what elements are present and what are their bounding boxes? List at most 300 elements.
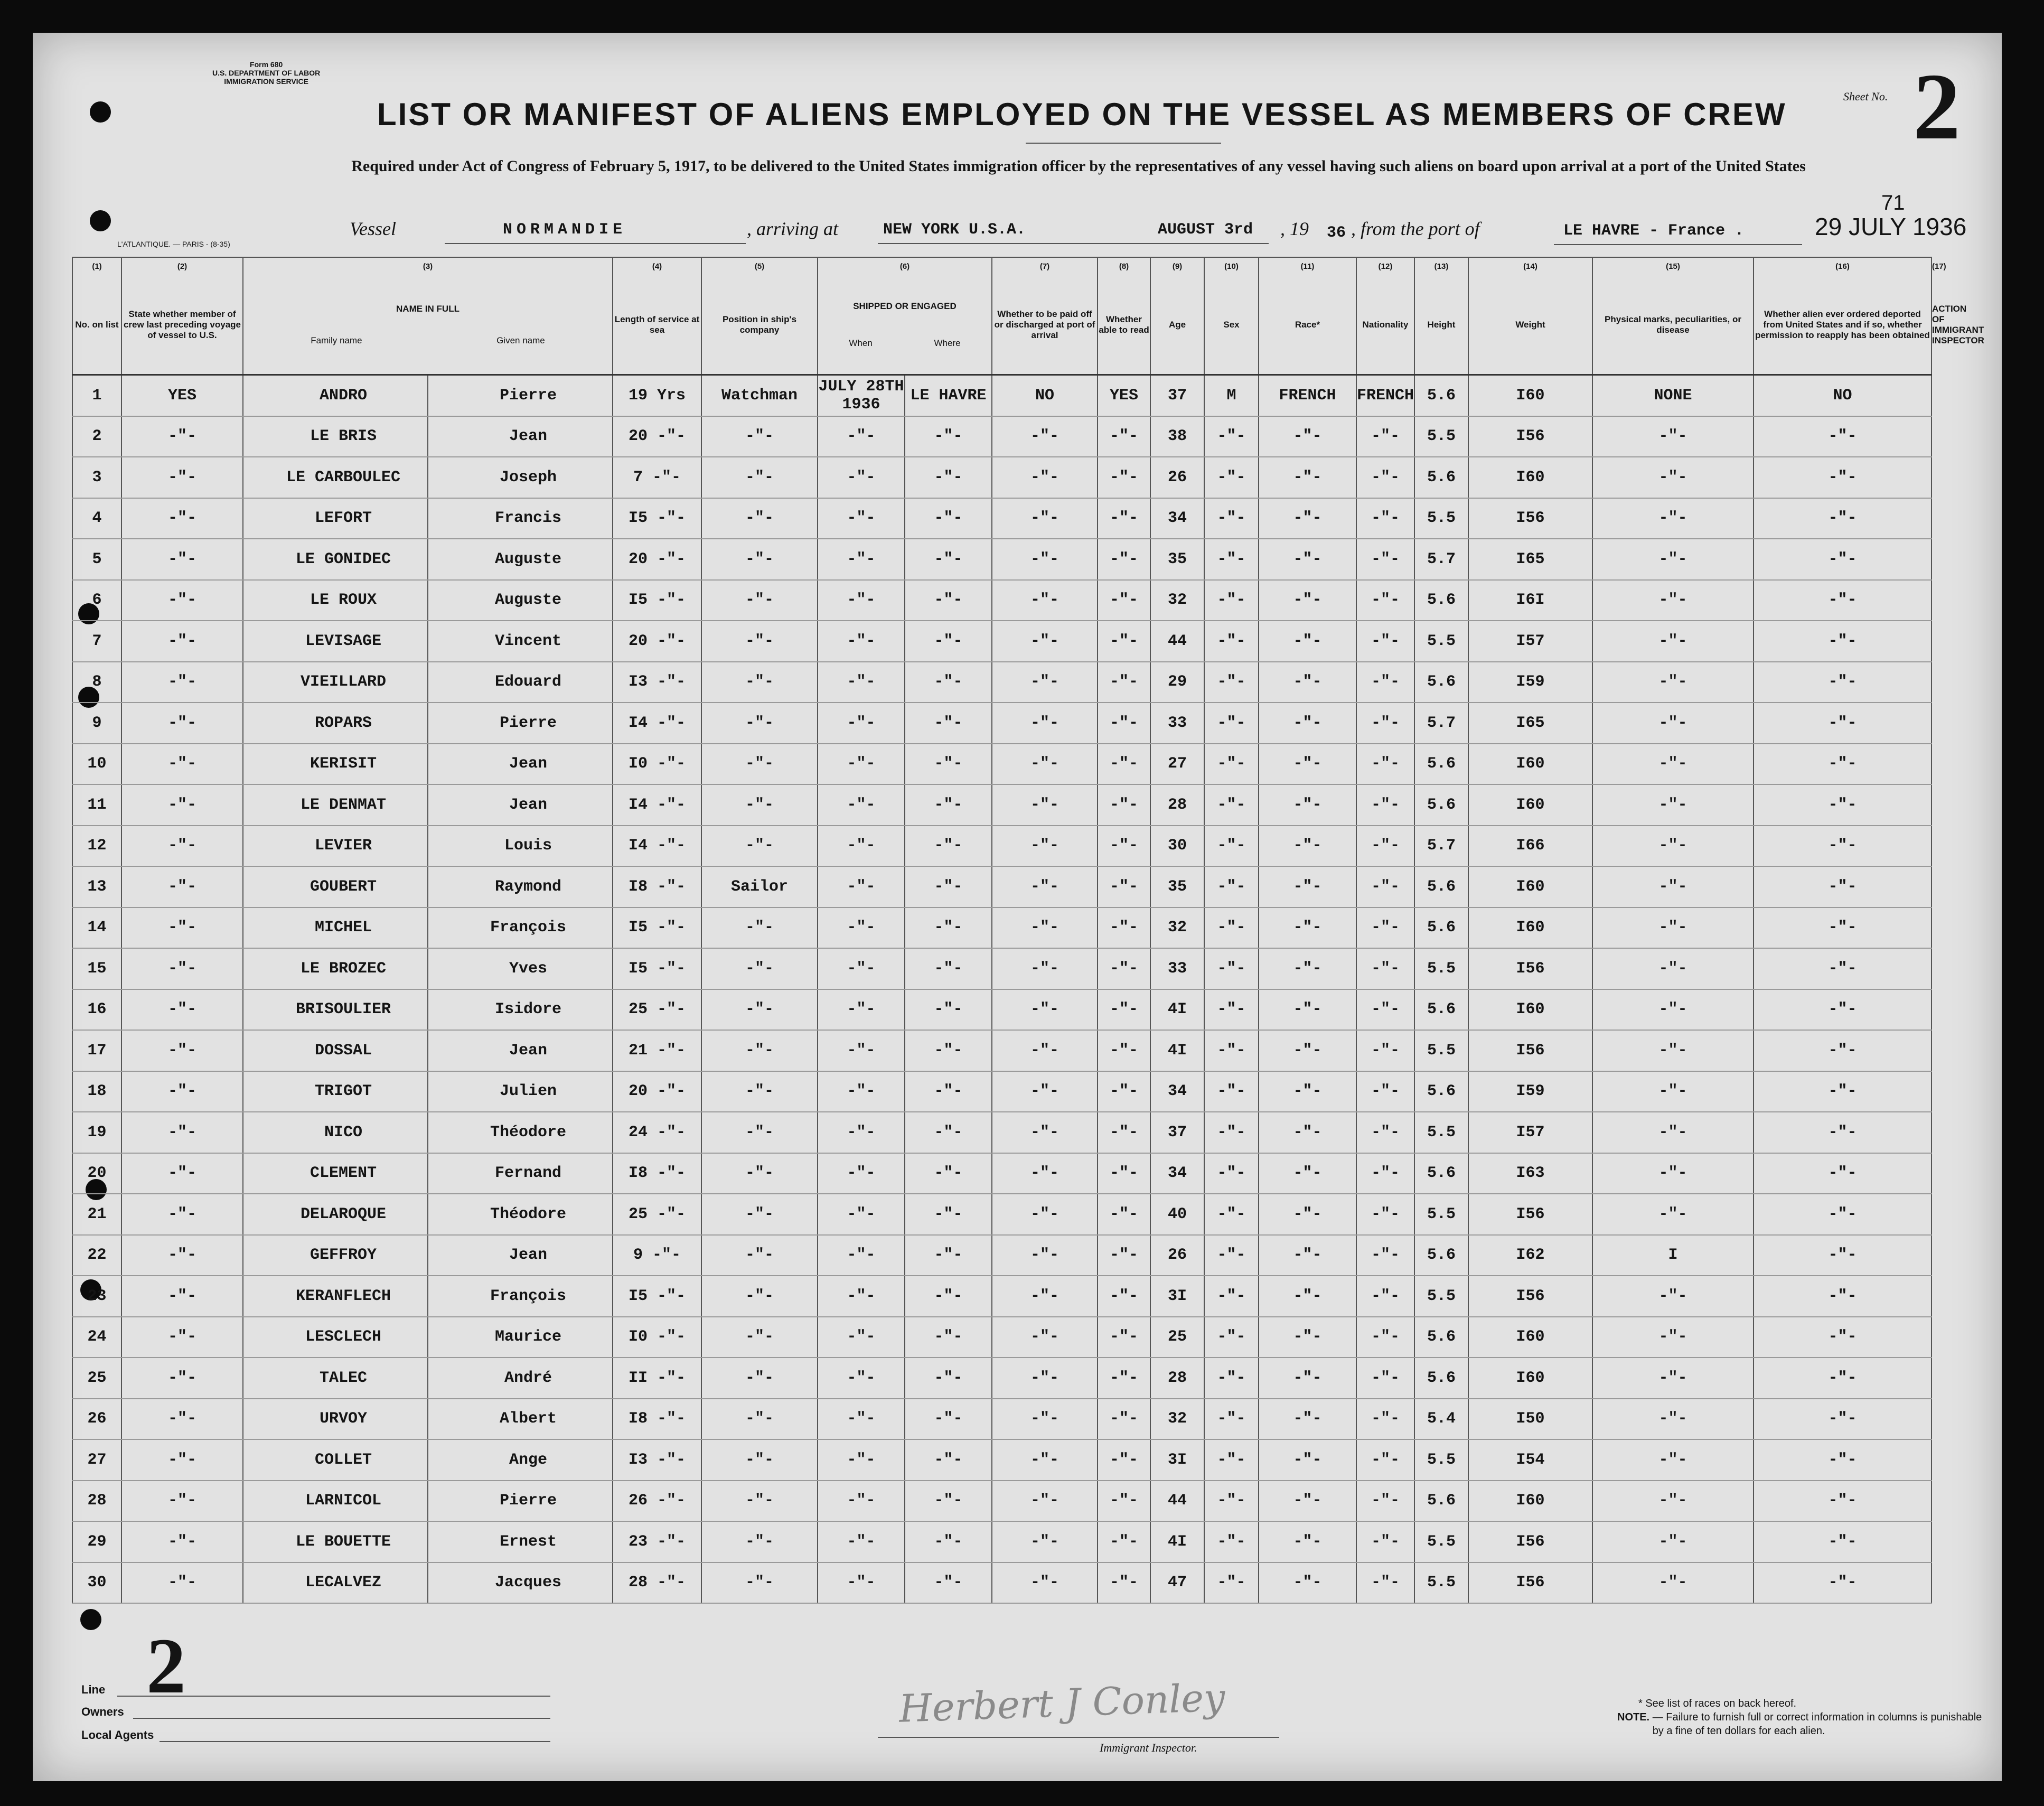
shipped-when-cell: -"-: [818, 989, 905, 1031]
race-cell: -"-: [1259, 621, 1356, 662]
given-name-cell: Pierre: [428, 375, 613, 416]
previous-voyage-cell: -"-: [121, 1521, 243, 1562]
table-row: [72, 1276, 1932, 1317]
service-length-cell: 7 -"-: [613, 457, 701, 498]
weight-cell: I60: [1468, 457, 1592, 498]
shipped-where-cell: -"-: [905, 1358, 992, 1399]
race-cell: -"-: [1259, 662, 1356, 703]
line-number: 30: [72, 1562, 121, 1604]
nationality-cell: -"-: [1356, 1030, 1414, 1071]
deported-cell: -"-: [1754, 662, 1932, 703]
paid-off-cell: -"-: [992, 1194, 1098, 1235]
deported-cell: -"-: [1754, 1112, 1932, 1153]
column-number: (13): [1414, 257, 1468, 276]
deported-cell: -"-: [1754, 457, 1932, 498]
service-length-cell: 20 -"-: [613, 1071, 701, 1112]
height-cell: 5.6: [1414, 662, 1468, 703]
service-length-cell: I5 -"-: [613, 580, 701, 621]
line-number: 23: [72, 1276, 121, 1317]
line-number: 19: [72, 1112, 121, 1153]
nationality-cell: -"-: [1356, 1071, 1414, 1112]
able-to-read-cell: -"-: [1098, 826, 1150, 867]
shipped-where-cell: -"-: [905, 1439, 992, 1481]
nationality-cell: -"-: [1356, 948, 1414, 989]
previous-voyage-cell: -"-: [121, 457, 243, 498]
nationality-cell: -"-: [1356, 580, 1414, 621]
nationality-cell: -"-: [1356, 1317, 1414, 1358]
position-cell: -"-: [701, 989, 818, 1031]
able-to-read-cell: -"-: [1098, 1153, 1150, 1194]
crew-rows: [72, 375, 1932, 1604]
line-number: 3: [72, 457, 121, 498]
previous-voyage-cell: -"-: [121, 1439, 243, 1481]
weight-cell: I65: [1468, 703, 1592, 744]
nationality-cell: -"-: [1356, 784, 1414, 826]
sex-cell: -"-: [1204, 539, 1259, 580]
service-length-cell: I4 -"-: [613, 826, 701, 867]
race-cell: -"-: [1259, 498, 1356, 539]
race-cell: -"-: [1259, 1317, 1356, 1358]
footnotes: [1617, 1697, 1991, 1738]
sex-cell: -"-: [1204, 948, 1259, 989]
sex-cell: -"-: [1204, 989, 1259, 1031]
shipped-where-cell: -"-: [905, 1194, 992, 1235]
shipped-where-cell: -"-: [905, 1153, 992, 1194]
race-cell: -"-: [1259, 784, 1356, 826]
weight-cell: I60: [1468, 1481, 1592, 1522]
paid-off-cell: -"-: [992, 1439, 1098, 1481]
table-row: [72, 1439, 1932, 1481]
age-cell: 47: [1150, 1562, 1204, 1604]
column-number: (7): [992, 257, 1098, 276]
from-label: , from the port of: [1351, 218, 1480, 239]
shipped-when-cell: -"-: [818, 498, 905, 539]
deported-cell: -"-: [1754, 744, 1932, 785]
shipped-where-cell: -"-: [905, 498, 992, 539]
height-cell: 5.6: [1414, 1481, 1468, 1522]
position-cell: -"-: [701, 662, 818, 703]
weight-cell: I54: [1468, 1439, 1592, 1481]
shipped-where-cell: -"-: [905, 1112, 992, 1153]
column-number: (5): [701, 257, 818, 276]
height-cell: 5.6: [1414, 580, 1468, 621]
age-cell: 25: [1150, 1317, 1204, 1358]
note-label: NOTE.: [1617, 1711, 1650, 1723]
line-number: 4: [72, 498, 121, 539]
race-cell: -"-: [1259, 866, 1356, 907]
departure-port: LE HAVRE - France .: [1563, 222, 1745, 240]
age-cell: 37: [1150, 1112, 1204, 1153]
paid-off-cell: -"-: [992, 1153, 1098, 1194]
service-length-cell: 20 -"-: [613, 539, 701, 580]
weight-cell: I60: [1468, 1358, 1592, 1399]
service-length-cell: I0 -"-: [613, 744, 701, 785]
age-cell: 4I: [1150, 989, 1204, 1031]
header-name-in-full: [243, 276, 613, 375]
position-cell: -"-: [701, 457, 818, 498]
physical-marks-cell: -"-: [1592, 1317, 1754, 1358]
race-cell: -"-: [1259, 457, 1356, 498]
sex-cell: -"-: [1204, 1562, 1259, 1604]
race-cell: -"-: [1259, 1562, 1356, 1604]
table-row: [72, 1071, 1932, 1112]
family-name-cell: CLEMENT: [243, 1153, 428, 1194]
able-to-read-cell: -"-: [1098, 1112, 1150, 1153]
department-name: U.S. DEPARTMENT OF LABOR: [212, 69, 321, 77]
physical-marks-cell: -"-: [1592, 744, 1754, 785]
table-row: [72, 621, 1932, 662]
shipped-when-cell: -"-: [818, 1030, 905, 1071]
line-label: Line: [81, 1683, 106, 1696]
paid-off-cell: -"-: [992, 498, 1098, 539]
header-name-in-full-label: NAME IN FULL: [396, 304, 460, 314]
header-where: Where: [934, 338, 961, 348]
family-name-cell: GOUBERT: [243, 866, 428, 907]
family-name-cell: LE CARBOULEC: [243, 457, 428, 498]
age-cell: 28: [1150, 784, 1204, 826]
deported-cell: -"-: [1754, 826, 1932, 867]
race-cell: -"-: [1259, 907, 1356, 949]
position-cell: -"-: [701, 1399, 818, 1440]
physical-marks-cell: NONE: [1592, 375, 1754, 416]
paid-off-cell: -"-: [992, 662, 1098, 703]
weight-cell: I6I: [1468, 580, 1592, 621]
previous-voyage-cell: -"-: [121, 703, 243, 744]
family-name-cell: ANDRO: [243, 375, 428, 416]
given-name-cell: Jean: [428, 744, 613, 785]
weight-cell: I56: [1468, 416, 1592, 457]
nationality-cell: -"-: [1356, 826, 1414, 867]
header-weight: Weight: [1468, 276, 1592, 375]
position-cell: -"-: [701, 703, 818, 744]
race-cell: -"-: [1259, 744, 1356, 785]
previous-voyage-cell: -"-: [121, 1071, 243, 1112]
age-cell: 27: [1150, 744, 1204, 785]
able-to-read-cell: -"-: [1098, 1358, 1150, 1399]
physical-marks-cell: -"-: [1592, 1276, 1754, 1317]
position-cell: -"-: [701, 498, 818, 539]
line-number: 16: [72, 989, 121, 1031]
paid-off-cell: -"-: [992, 826, 1098, 867]
service-length-cell: 23 -"-: [613, 1521, 701, 1562]
family-name-cell: LE BOUETTE: [243, 1521, 428, 1562]
nationality-cell: -"-: [1356, 1194, 1414, 1235]
given-name-cell: Louis: [428, 826, 613, 867]
previous-voyage-cell: -"-: [121, 1112, 243, 1153]
height-cell: 5.5: [1414, 416, 1468, 457]
family-name-cell: LE DENMAT: [243, 784, 428, 826]
previous-voyage-cell: -"-: [121, 1235, 243, 1276]
height-cell: 5.5: [1414, 621, 1468, 662]
previous-voyage-cell: -"-: [121, 784, 243, 826]
position-cell: -"-: [701, 539, 818, 580]
sex-cell: -"-: [1204, 1112, 1259, 1153]
shipped-when-cell: -"-: [818, 1235, 905, 1276]
nationality-cell: -"-: [1356, 539, 1414, 580]
family-name-cell: BRISOULIER: [243, 989, 428, 1031]
shipped-when-cell: -"-: [818, 1521, 905, 1562]
age-cell: 35: [1150, 866, 1204, 907]
nationality-cell: -"-: [1356, 907, 1414, 949]
weight-cell: I56: [1468, 1194, 1592, 1235]
table-row: [72, 989, 1932, 1031]
shipped-where-cell: -"-: [905, 1317, 992, 1358]
height-cell: 5.7: [1414, 539, 1468, 580]
manifest-sheet: [33, 33, 2002, 1781]
shipped-where-cell: -"-: [905, 1235, 992, 1276]
races-footnote: * See list of races on back hereof.: [1638, 1698, 1797, 1709]
age-cell: 44: [1150, 1481, 1204, 1522]
able-to-read-cell: -"-: [1098, 744, 1150, 785]
given-name-cell: François: [428, 1276, 613, 1317]
given-name-cell: Yves: [428, 948, 613, 989]
given-name-cell: Jean: [428, 416, 613, 457]
weight-cell: I56: [1468, 948, 1592, 989]
able-to-read-cell: -"-: [1098, 1071, 1150, 1112]
table-row: [72, 703, 1932, 744]
given-name-cell: Vincent: [428, 621, 613, 662]
family-name-cell: VIEILLARD: [243, 662, 428, 703]
service-length-cell: I4 -"-: [613, 703, 701, 744]
table-row: [72, 784, 1932, 826]
height-cell: 5.6: [1414, 1071, 1468, 1112]
physical-marks-cell: -"-: [1592, 1481, 1754, 1522]
able-to-read-cell: -"-: [1098, 457, 1150, 498]
header-given-name: Given name: [496, 335, 545, 345]
service-length-cell: II -"-: [613, 1358, 701, 1399]
given-name-cell: Auguste: [428, 580, 613, 621]
column-number: (4): [613, 257, 701, 276]
service-length-cell: I4 -"-: [613, 784, 701, 826]
arriving-label: , arriving at: [747, 218, 839, 239]
table-row: [72, 1399, 1932, 1440]
race-cell: -"-: [1259, 416, 1356, 457]
table-row: [72, 744, 1932, 785]
column-number: (3): [243, 257, 613, 276]
position-cell: -"-: [701, 416, 818, 457]
deported-cell: -"-: [1754, 948, 1932, 989]
sex-cell: -"-: [1204, 457, 1259, 498]
weight-cell: I60: [1468, 907, 1592, 949]
family-name-cell: LE GONIDEC: [243, 539, 428, 580]
service-length-cell: 20 -"-: [613, 621, 701, 662]
header-age: Age: [1150, 276, 1204, 375]
previous-voyage-cell: -"-: [121, 621, 243, 662]
nationality-cell: -"-: [1356, 1562, 1414, 1604]
previous-voyage-cell: -"-: [121, 1317, 243, 1358]
sex-cell: -"-: [1204, 662, 1259, 703]
service-length-cell: 19 Yrs: [613, 375, 701, 416]
deported-cell: -"-: [1754, 784, 1932, 826]
family-name-cell: LEVISAGE: [243, 621, 428, 662]
previous-voyage-cell: -"-: [121, 1481, 243, 1522]
header-when: When: [849, 338, 873, 348]
line-number: 13: [72, 866, 121, 907]
given-name-cell: Fernand: [428, 1153, 613, 1194]
physical-marks-cell: -"-: [1592, 826, 1754, 867]
header-family-name: Family name: [311, 335, 362, 345]
table-row: [72, 457, 1932, 498]
service-length-cell: I0 -"-: [613, 1317, 701, 1358]
age-cell: 32: [1150, 1399, 1204, 1440]
nationality-cell: -"-: [1356, 457, 1414, 498]
table-row: [72, 416, 1932, 457]
table-row: [72, 826, 1932, 867]
deported-cell: -"-: [1754, 1521, 1932, 1562]
column-number: (15): [1592, 257, 1754, 276]
weight-cell: I65: [1468, 539, 1592, 580]
able-to-read-cell: -"-: [1098, 539, 1150, 580]
nationality-cell: -"-: [1356, 744, 1414, 785]
nationality-cell: -"-: [1356, 1153, 1414, 1194]
shipped-where-cell: -"-: [905, 1562, 992, 1604]
paid-off-cell: NO: [992, 375, 1098, 416]
position-cell: -"-: [701, 1194, 818, 1235]
able-to-read-cell: -"-: [1098, 989, 1150, 1031]
able-to-read-cell: -"-: [1098, 1521, 1150, 1562]
deported-cell: -"-: [1754, 621, 1932, 662]
nationality-cell: -"-: [1356, 1358, 1414, 1399]
header-physical-marks: Physical marks, peculiarities, or disease: [1592, 276, 1754, 375]
service-length-cell: I5 -"-: [613, 498, 701, 539]
given-name-cell: Jean: [428, 1235, 613, 1276]
nationality-cell: -"-: [1356, 1521, 1414, 1562]
family-name-cell: LARNICOL: [243, 1481, 428, 1522]
weight-cell: I56: [1468, 1562, 1592, 1604]
table-row: [72, 1562, 1932, 1604]
height-cell: 5.6: [1414, 907, 1468, 949]
position-cell: -"-: [701, 1562, 818, 1604]
table-row: [72, 1030, 1932, 1071]
deported-cell: -"-: [1754, 1399, 1932, 1440]
given-name-cell: Raymond: [428, 866, 613, 907]
shipped-when-cell: -"-: [818, 457, 905, 498]
weight-cell: I63: [1468, 1153, 1592, 1194]
given-name-cell: Théodore: [428, 1112, 613, 1153]
paid-off-cell: -"-: [992, 416, 1098, 457]
given-name-cell: Isidore: [428, 989, 613, 1031]
shipped-where-cell: -"-: [905, 416, 992, 457]
weight-cell: I50: [1468, 1399, 1592, 1440]
race-cell: -"-: [1259, 1112, 1356, 1153]
table-row: [72, 375, 1932, 416]
family-name-cell: DOSSAL: [243, 1030, 428, 1071]
deported-cell: -"-: [1754, 1153, 1932, 1194]
physical-marks-cell: -"-: [1592, 1562, 1754, 1604]
previous-voyage-cell: YES: [121, 375, 243, 416]
physical-marks-cell: -"-: [1592, 1071, 1754, 1112]
deported-cell: -"-: [1754, 1071, 1932, 1112]
line-number: 22: [72, 1235, 121, 1276]
previous-voyage-cell: -"-: [121, 539, 243, 580]
stamp-number: 71: [1881, 191, 1905, 214]
weight-cell: I60: [1468, 989, 1592, 1031]
weight-cell: I60: [1468, 375, 1592, 416]
local-agents-label: Local Agents: [81, 1728, 154, 1742]
physical-marks-cell: -"-: [1592, 1112, 1754, 1153]
printer-mark: L'ATLANTIQUE. — PARIS - (8-35): [117, 240, 230, 248]
service-length-cell: I8 -"-: [613, 1399, 701, 1440]
signature-line: [878, 1737, 1279, 1738]
able-to-read-cell: -"-: [1098, 416, 1150, 457]
shipped-when-cell: -"-: [818, 1317, 905, 1358]
shipped-where-cell: -"-: [905, 1481, 992, 1522]
race-cell: -"-: [1259, 1030, 1356, 1071]
age-cell: 37: [1150, 375, 1204, 416]
family-name-cell: DELAROQUE: [243, 1194, 428, 1235]
shipped-when-cell: -"-: [818, 580, 905, 621]
height-cell: 5.5: [1414, 1439, 1468, 1481]
physical-marks-cell: -"-: [1592, 621, 1754, 662]
able-to-read-cell: -"-: [1098, 948, 1150, 989]
shipped-when-cell: -"-: [818, 1071, 905, 1112]
height-cell: 5.6: [1414, 457, 1468, 498]
sex-cell: M: [1204, 375, 1259, 416]
height-cell: 5.5: [1414, 1562, 1468, 1604]
paid-off-cell: -"-: [992, 1112, 1098, 1153]
line-number: 15: [72, 948, 121, 989]
nationality-cell: -"-: [1356, 866, 1414, 907]
line-number: 21: [72, 1194, 121, 1235]
weight-cell: I60: [1468, 866, 1592, 907]
position-cell: -"-: [701, 826, 818, 867]
deported-cell: -"-: [1754, 1562, 1932, 1604]
sex-cell: -"-: [1204, 1521, 1259, 1562]
age-cell: 4I: [1150, 1030, 1204, 1071]
previous-voyage-cell: -"-: [121, 744, 243, 785]
note-text: — Failure to furnish full or correct information in columns is punishable by a fine of ten dollars for each alien.: [1652, 1711, 1982, 1737]
age-cell: 4I: [1150, 1521, 1204, 1562]
given-name-cell: Francis: [428, 498, 613, 539]
shipped-where-cell: -"-: [905, 1276, 992, 1317]
physical-marks-cell: -"-: [1592, 703, 1754, 744]
line-number: 24: [72, 1317, 121, 1358]
paid-off-cell: -"-: [992, 784, 1098, 826]
table-row: [72, 948, 1932, 989]
paid-off-cell: -"-: [992, 907, 1098, 949]
height-cell: 5.6: [1414, 1153, 1468, 1194]
deported-cell: -"-: [1754, 1481, 1932, 1522]
line-number: 6: [72, 580, 121, 621]
given-name-cell: Jean: [428, 784, 613, 826]
weight-cell: I66: [1468, 826, 1592, 867]
physical-marks-cell: -"-: [1592, 580, 1754, 621]
race-cell: FRENCH: [1259, 375, 1356, 416]
race-cell: -"-: [1259, 989, 1356, 1031]
previous-voyage-cell: -"-: [121, 826, 243, 867]
paid-off-cell: -"-: [992, 1481, 1098, 1522]
deported-cell: -"-: [1754, 907, 1932, 949]
race-cell: -"-: [1259, 539, 1356, 580]
sex-cell: -"-: [1204, 1071, 1259, 1112]
header-shipped-label: SHIPPED OR ENGAGED: [853, 301, 957, 311]
column-number: (1): [72, 257, 121, 276]
vessel-label: Vessel: [350, 218, 396, 239]
able-to-read-cell: -"-: [1098, 1194, 1150, 1235]
physical-marks-cell: -"-: [1592, 457, 1754, 498]
sex-cell: -"-: [1204, 1235, 1259, 1276]
family-name-cell: KERANFLECH: [243, 1276, 428, 1317]
race-cell: -"-: [1259, 948, 1356, 989]
paid-off-cell: -"-: [992, 989, 1098, 1031]
shipped-where-cell: -"-: [905, 457, 992, 498]
height-cell: 5.4: [1414, 1399, 1468, 1440]
sheet-number-stamp: 2: [146, 1622, 186, 1710]
stamp-date: 29 JULY 1936: [1815, 213, 1967, 240]
position-cell: -"-: [701, 907, 818, 949]
line-number: 11: [72, 784, 121, 826]
weight-cell: I60: [1468, 784, 1592, 826]
